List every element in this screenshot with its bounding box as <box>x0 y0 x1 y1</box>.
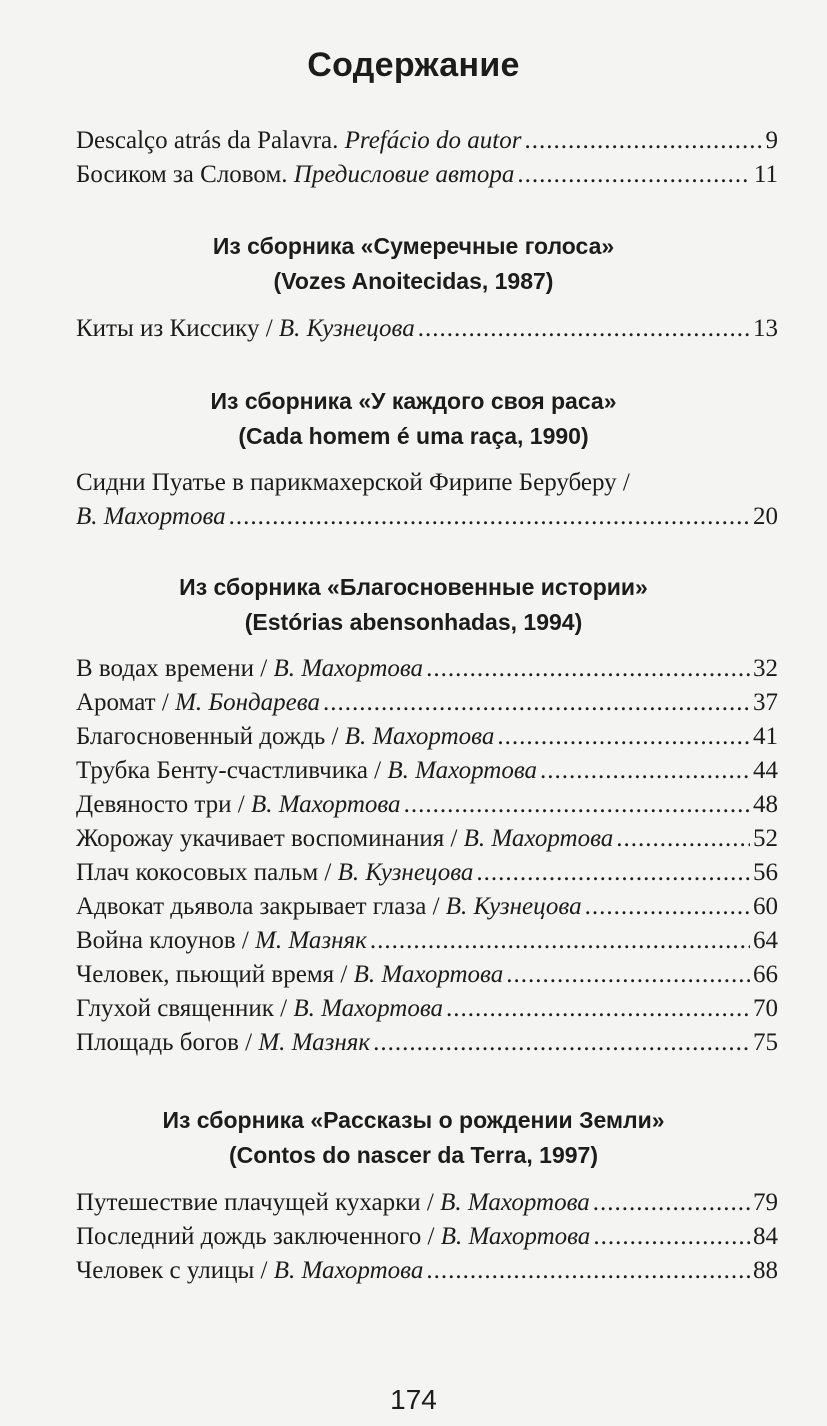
dot-leader <box>426 1254 750 1288</box>
dot-leader <box>593 1186 750 1220</box>
page-number: 79 <box>753 1189 778 1216</box>
entry-translator: В. Махортова <box>353 961 504 988</box>
section-subheading: (Estórias abensonhadas, 1994) <box>244 609 583 635</box>
toc-entry <box>76 158 778 192</box>
page-number: 11 <box>753 161 778 188</box>
entry-translator: В. Махортова <box>76 503 226 530</box>
dot-leader <box>616 822 750 856</box>
toc-entry <box>76 1220 778 1254</box>
dot-leader <box>524 124 762 158</box>
entry-title: Глухой священник / <box>76 995 294 1022</box>
page-number: 66 <box>753 961 778 988</box>
section-heading: Из сборника «Благосновенные истории» <box>179 574 648 600</box>
section-entries <box>76 1186 778 1288</box>
toc-entry <box>76 958 778 992</box>
toc-entry <box>76 822 778 856</box>
entry-title: Последний дождь заключенного / <box>76 1223 441 1250</box>
page-number: 32 <box>753 655 778 682</box>
entry-translator: В. Кузнецова <box>337 859 474 886</box>
entry-translator: М. Бондарева <box>175 689 320 716</box>
page-folio: 174 <box>390 1384 437 1415</box>
dot-leader <box>418 312 750 346</box>
toc-entry <box>76 124 778 158</box>
entry-translator: В. Махортова <box>293 995 443 1022</box>
toc-entry <box>76 500 778 534</box>
entry-title: Человек, пьющий время / <box>76 961 354 988</box>
entry-translator: В. Махортова <box>463 825 614 852</box>
dot-leader <box>229 500 750 534</box>
entry-translator: В. Махортова <box>273 1257 424 1284</box>
dot-leader <box>506 958 750 992</box>
entry-title: Площадь богов / <box>76 1029 259 1056</box>
entry-translator: В. Махортова <box>440 1223 591 1250</box>
page-title: Содержание <box>307 46 520 84</box>
entry-title: Человек с улицы / <box>76 1257 274 1284</box>
page-number: 88 <box>753 1257 778 1284</box>
page-number: 52 <box>753 825 778 852</box>
dot-leader <box>476 856 750 890</box>
entry-translator: М. Мазняк <box>258 1029 371 1056</box>
dot-leader <box>426 652 750 686</box>
dot-leader <box>540 754 750 788</box>
section-subheading: (Contos do nascer da Terra, 1997) <box>229 1142 598 1168</box>
entry-title: Босиком за Словом. <box>76 161 294 188</box>
page-number: 64 <box>753 927 778 954</box>
page-number: 41 <box>753 723 778 750</box>
entry-translator: В. Кузнецова <box>278 315 415 342</box>
page-number: 60 <box>753 893 778 920</box>
dot-leader <box>404 788 750 822</box>
entry-translator: В. Махортова <box>273 655 424 682</box>
page-number: 20 <box>753 503 778 530</box>
section-subheading: (Vozes Anoitecidas, 1987) <box>273 268 554 294</box>
entry-title: В водах времени / <box>76 655 274 682</box>
entry-subtitle: Предисловие автора <box>293 161 515 188</box>
section-entries <box>76 652 778 1060</box>
toc-entry <box>76 890 778 924</box>
entry-translator: В. Махортова <box>440 1189 590 1216</box>
entry-title: Адвокат дьявола закрывает глаза / <box>76 893 446 920</box>
page-number: 75 <box>753 1029 778 1056</box>
toc-entry <box>76 686 778 720</box>
toc-entry <box>76 754 778 788</box>
toc-entry <box>76 1186 778 1220</box>
page-number: 13 <box>753 315 778 342</box>
entry-translator: В. Кузнецова <box>445 893 582 920</box>
entry-title: Киты из Киссику / <box>76 315 279 342</box>
entry-title: Плач кокосовых пальм / <box>76 859 338 886</box>
page-number: 44 <box>753 757 778 784</box>
page-number: 48 <box>753 791 778 818</box>
toc-entry <box>76 788 778 822</box>
entry-title: Благосновенный дождь / <box>76 723 345 750</box>
toc-entry <box>76 652 778 686</box>
entry-title: Аромат / <box>76 689 176 716</box>
dot-leader <box>517 158 751 192</box>
entry-title: Путешествие плачущей кухарки / <box>76 1189 441 1216</box>
entry-subtitle: Prefácio do autor <box>344 127 522 154</box>
section-entries <box>76 466 778 534</box>
entry-title: Война клоунов / <box>76 927 256 954</box>
section-entries <box>76 312 778 346</box>
page-number: 56 <box>753 859 778 886</box>
dot-leader <box>585 890 750 924</box>
toc-entry <box>76 856 778 890</box>
entry-title: Трубка Бенту-счастливчика / <box>76 757 388 784</box>
dot-leader <box>497 720 750 754</box>
page-number: 9 <box>765 127 778 154</box>
section-subheading: (Cada homem é uma raça, 1990) <box>238 423 589 449</box>
toc-entry <box>76 924 778 958</box>
toc-entry <box>76 1026 778 1060</box>
preface-list <box>76 124 778 192</box>
toc-entry <box>76 720 778 754</box>
entry-title: Девяносто три / <box>76 791 251 818</box>
entry-title: Descalço atrás da Palavra. <box>76 127 345 154</box>
section-heading: Из сборника «Сумеречные голоса» <box>212 233 615 259</box>
toc-entry <box>76 992 778 1026</box>
toc-entry <box>76 312 778 346</box>
page-number: 70 <box>753 995 778 1022</box>
entry-translator: В. Махортова <box>387 757 538 784</box>
dot-leader <box>593 1220 750 1254</box>
dot-leader <box>323 686 750 720</box>
entry-translator: М. Мазняк <box>255 927 367 954</box>
entry-title: Жорожау укачивает воспоминания / <box>76 825 464 852</box>
page-number: 37 <box>753 689 778 716</box>
section-heading: Из сборника «У каждого своя раса» <box>210 388 617 414</box>
toc-entry <box>76 1254 778 1288</box>
entry-title-line: Сидни Пуатье в парикмахерской Фирипе Беруберу / <box>76 469 630 496</box>
section-heading: Из сборника «Рассказы о рождении Земли» <box>162 1107 665 1133</box>
entry-translator: В. Махортова <box>344 723 495 750</box>
dot-leader <box>446 992 750 1026</box>
dot-leader <box>373 1026 750 1060</box>
page-number: 84 <box>753 1223 778 1250</box>
entry-translator: В. Махортова <box>250 791 401 818</box>
dot-leader <box>370 924 750 958</box>
